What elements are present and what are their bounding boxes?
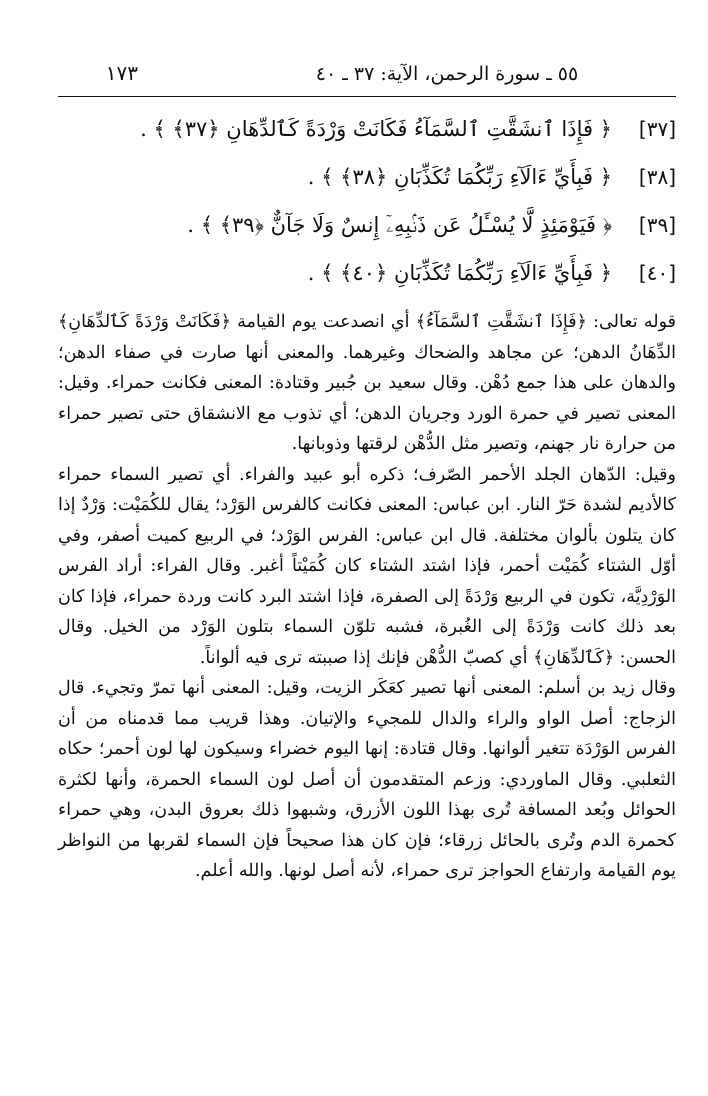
verse-39 — [58, 201, 676, 249]
tafsir-commentary — [58, 307, 676, 887]
page-number: ١٧٣ — [105, 61, 138, 85]
verse-number: [٣٧] — [638, 117, 676, 141]
verse-text: ﴿ فَبِأَيِّ ءَالَآءِ رَبِّكُمَا تُكَذِّبَانِ ﴿٤٠﴾ ﴾ . — [307, 261, 612, 285]
verse-list — [58, 105, 676, 297]
header-divider — [58, 96, 676, 97]
verse-number: [٤٠] — [638, 261, 676, 285]
commentary-paragraph: وقيل: الدّهان الجلد الأحمر الصّرف؛ ذكره أبو عبيد والفراء. أي تصير السماء حمراء كالأديم لشدة حَرّ النار. ابن عباس: المعنى فكانت كالفرس الوَرْد؛ يقال للكُمَيْت: وَرْدٌ إذا كان يتلون بألوان مختلفة. قال ابن عباس: الفرس الوَرْد؛ في الربيع كميت أصفر، وفي أوّل الشتاء كُمَيْت أحمر، فإذا اشتد الشتاء كان كُمَيْتاً أغبر. وقال الفراء: أراد الفرس الوَرْدِيَّة، تكون في الربيع وَرْدَةً إلى الصفرة، فإذا اشتد البرد كانت وردة حمراء، فإذا كان بعد ذلك كانت وَرْدَةً إلى الغُبرة، فشبه تلوّن السماء بتلون الوَرْد من الخيل. وقال الحسن: ﴿كَٱلدِّهَانِ﴾ أي كصبّ الدُّهْن فإنك إذا صببته ترى فيه ألواناً. — [58, 464, 676, 668]
verse-text: ﴿ فَيَوْمَئِذٍ لَّا يُسْـَٔلُ عَن ذَنۢبِهِۦٓ إِنسٌ وَلَا جَآنٌّ ﴿٣٩﴾ ﴾ . — [187, 212, 612, 237]
verse-number: [٣٩] — [638, 213, 676, 237]
verse-37 — [58, 105, 676, 153]
book-page — [58, 52, 676, 887]
surah-header-title: ٥٥ ـ سورة الرحمن، الآية: ٣٧ ـ ٤٠ — [315, 63, 579, 85]
verse-text: ﴿ فَإِذَا ٱنشَقَّتِ ٱلسَّمَآءُ فَكَانَتْ وَرْدَةً كَٱلدِّهَانِ ﴿٣٧﴾ ﴾ . — [140, 117, 612, 141]
verse-number: [٣٨] — [638, 165, 676, 189]
verse-text: ﴿ فَبِأَيِّ ءَالَآءِ رَبِّكُمَا تُكَذِّبَانِ ﴿٣٨﴾ ﴾ . — [307, 165, 612, 189]
verse-38 — [58, 153, 676, 201]
commentary-paragraph: وقال زيد بن أسلم: المعنى أنها تصير كعَكَر الزيت، وقيل: المعنى أنها تمرّ وتجيء. قال الزجاج: أصل الواو والراء والدال للمجيء والإتيان. وهذا قريب مما قدمناه من أن الفرس الوَرْدَة تتغير ألوانها. وقال قتادة: إنها اليوم خضراء وسيكون لها لون أحمر؛ حكاه الثعلبي. وقال الماوردي: وزعم المتقدمون أن أصل لون السماء الحمرة، وأنها لكثرة الحوائل وبُعد المسافة تُرى بهذا اللون الأزرق، وشبهوا ذلك بعروق البدن، وهي حمراء كحمرة الدم وتُرى بالحائل زرقاء؛ فإن كان هذا صحيحاً فإن السماء لقربها من النواظر يوم القيامة وارتفاع الحواجز ترى حمراء، لأنه أصل لونها. والله أعلم. — [58, 678, 676, 881]
commentary-paragraph: قوله تعالى: ﴿فَإِذَا ٱنشَقَّتِ ٱلسَّمَآءُ﴾ أي انصدعت يوم القيامة ﴿فَكَانَتْ وَرْدَةً كَٱلدِّهَانِ﴾ الدِّهَانُ الدهن؛ عن مجاهد والضحاك وغيرهما. والمعنى أنها صارت في صفاء الدهن؛ والدهان على هذا جمع دُهْن. وقال سعيد بن جُبير وقتادة: المعنى فكانت حمراء. وقيل: المعنى تصير في حمرة الورد وجريان الدهن؛ أي تذوب مع الانشقاق حتى تصير حمراء من حرارة نار جهنم، وتصير مثل الدُّهْن لرقتها وذوبانها. — [58, 312, 676, 454]
verse-40 — [58, 249, 676, 297]
running-header — [58, 52, 676, 94]
